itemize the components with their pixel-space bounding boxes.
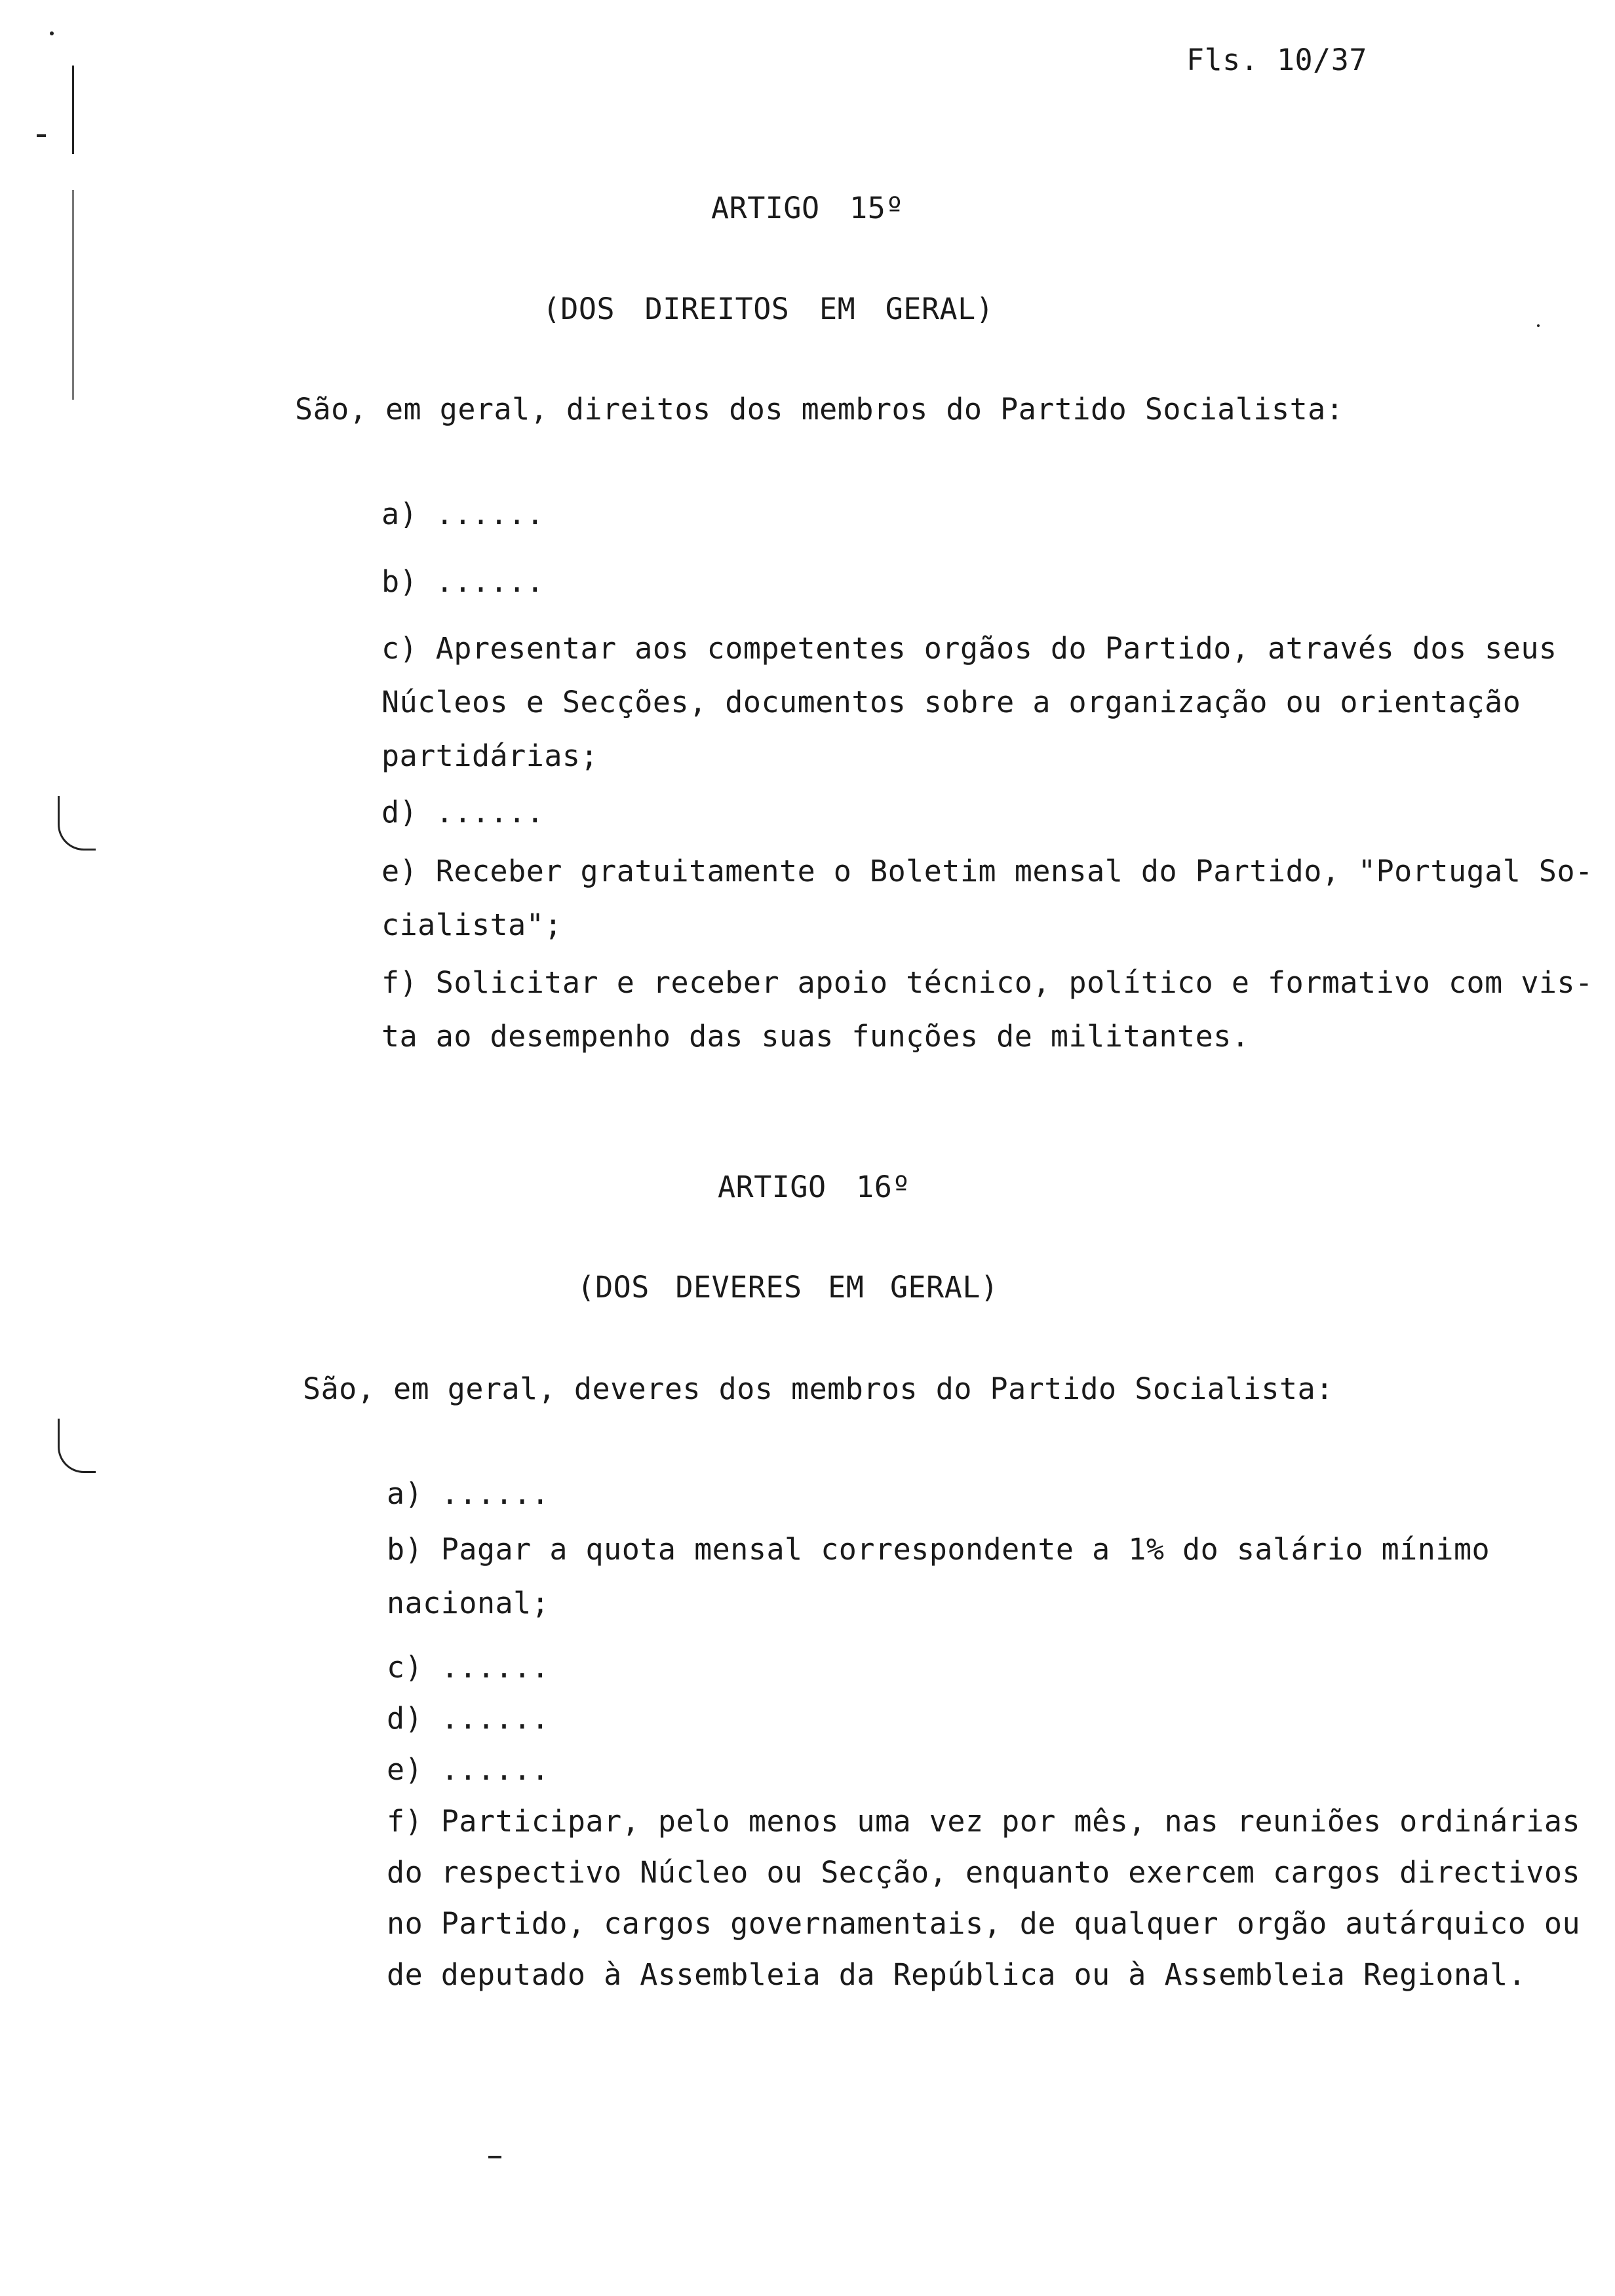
article-16-item-f: f) Participar, pelo menos uma vez por mês, nas reuniões ordinárias	[387, 1804, 1581, 1839]
scan-dash	[37, 134, 46, 137]
article-15-item-d: d) ......	[381, 795, 545, 830]
article-16-item-b-line2: nacional;	[387, 1586, 550, 1620]
article-15-subtitle: (DOS DIREITOS EM GERAL)	[542, 292, 994, 326]
article-15-title: ARTIGO 15º	[711, 191, 904, 225]
article-16-item-f-line2: do respectivo Núcleo ou Secção, enquanto exercem cargos directivos	[387, 1855, 1581, 1890]
article-16-subtitle: (DOS DEVERES EM GERAL)	[577, 1270, 999, 1305]
folio-number: Fls. 10/37	[1186, 43, 1367, 77]
article-16-item-e: e) ......	[387, 1752, 550, 1787]
scan-bracket-mark	[58, 796, 96, 851]
article-16-item-f-line3: no Partido, cargos governamentais, de qualquer orgão autárquico ou	[387, 1906, 1581, 1941]
scan-speck	[50, 31, 54, 35]
article-15-item-e-line2: cialista";	[381, 908, 562, 942]
article-16-title: ARTIGO 16º	[718, 1170, 910, 1204]
article-16-intro: São, em geral, deveres dos membros do Partido Socialista:	[303, 1371, 1334, 1406]
article-16-item-c: c) ......	[387, 1650, 550, 1685]
article-15-item-b: b) ......	[381, 564, 545, 599]
article-16-item-d: d) ......	[387, 1701, 550, 1736]
article-16-item-b: b) Pagar a quota mensal correspondente a 1% do salário mínimo	[387, 1532, 1490, 1567]
scan-bracket-mark	[58, 1419, 96, 1473]
article-16-item-f-line4: de deputado à Assembleia da República ou à Assembleia Regional.	[387, 1957, 1527, 1992]
article-15-item-e: e) Receber gratuitamente o Boletim mensal do Partido, "Portugal So-	[381, 854, 1593, 889]
scan-margin-line	[72, 66, 74, 154]
article-16-item-a: a) ......	[387, 1476, 550, 1511]
article-15-item-c: c) Apresentar aos competentes orgãos do Partido, através dos seus	[381, 631, 1557, 666]
article-15-item-c-line3: partidárias;	[381, 738, 599, 773]
article-15-intro: São, em geral, direitos dos membros do Partido Socialista:	[295, 392, 1344, 427]
article-15-item-c-line2: Núcleos e Secções, documentos sobre a organização ou orientação	[381, 685, 1521, 719]
article-15-item-f: f) Solicitar e receber apoio técnico, político e formativo com vis-	[381, 965, 1593, 1000]
article-15-item-a: a) ......	[381, 497, 545, 531]
scan-dash	[488, 2156, 501, 2158]
article-15-item-f-line2: ta ao desempenho das suas funções de militantes.	[381, 1019, 1250, 1054]
